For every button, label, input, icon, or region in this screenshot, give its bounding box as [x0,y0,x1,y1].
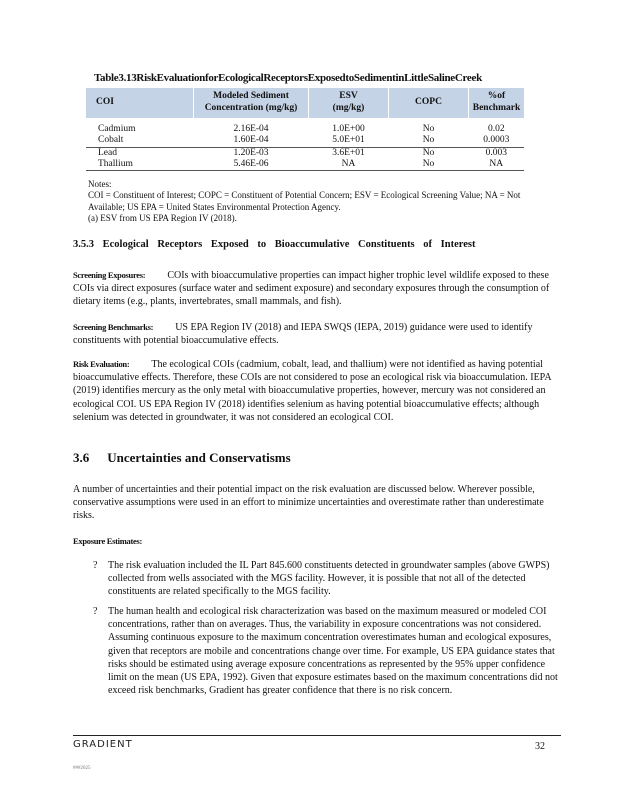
section-36-heading: 3.6 Uncertainties and Conservatisms [73,450,291,465]
page-number: 32 [535,741,545,752]
col-concentration: Modeled Sediment Concentration (mg/kg) [194,88,309,118]
table-row: Lead 1.20E-03 3.6E+01 No 0.003 [86,147,524,159]
table-caption: Table3.13RiskEvaluationforEcologicalReceptorsExposedtoSedimentinLittleSalineCreek [94,72,482,84]
bullet-mark: ? [93,606,98,617]
risk-evaluation-table [86,88,524,171]
table-header-row [86,88,524,118]
col-esv: ESV (mg/kg) [309,88,389,118]
col-percent-benchmark: %of Benchmark [469,88,525,118]
uncertainties-intro-paragraph: A number of uncertainties and their potential impact on the risk evaluation are discussed below. Wherever possible, conservative assumptions were used in an effort to minimize uncertainties and overestimate rather than underestimate risks. [73,484,544,522]
col-copc: COPC [389,88,469,118]
table-row: Cobalt 1.60E-04 5.0E+01 No 0.0003 [98,135,510,146]
section-353-heading: 3.5.3 Ecological Receptors Exposed to Bioaccumulative Constituents of Interest [73,239,476,250]
screening-benchmarks-paragraph: Screening Benchmarks: US EPA Region IV (2018) and IEPA SWQS (IEPA, 2019) guidance were used to identify constituents with potential bioaccumulative effects. [73,322,533,347]
table-row: Thallium 5.46E-06 NA No NA [86,159,524,171]
bullet-mark: ? [93,560,98,571]
list-item: ? The human health and ecological risk characterization was based on the maximum measured or modeled COI concentrations, rather than on averages. Thus, the variability in exposure concentrations was not considered. Assuming continuous exposure to the maximum concentration overestimates human and ecological exposures, given that receptors are mobile and concentrations change over time. For example, US EPA guidance states that risks should be estimated using average exposure concentrations as represented by the 95% upper confidence limit on the mean (US EPA, 1992). Given that exposure estimates based on the maximum concentrations did not exceed risk benchmarks, Gradient has greater confidence that there is no risk concern. [93,606,558,697]
document-code: ###2025 [73,766,91,771]
list-item: ? The risk evaluation included the IL Part 845.600 constituents detected in groundwater samples (above GWPS) collected from wells associated with the MGS facility. However, it is possible that not all of the detected constituents are related specifically to the MGS facility. [93,560,550,598]
table-notes: Notes: COI = Constituent of Interest; COPC = Constituent of Potential Concern; ESV = Ecological Screening Value; NA = Not Available; US EPA = United States Environmental Protection Agency. (a) ESV from US EPA Region IV (2018). [88,179,521,223]
risk-evaluation-paragraph: Risk Evaluation: The ecological COIs (cadmium, cobalt, lead, and thallium) were not identified as having potential bioaccumulative effects. Therefore, these COIs are not considered to pose an ecological risk via bioaccumulation. IEPA (2019) identifies mercury as the only metal with bioaccumulative properties, however, mercury was not considered an ecological COI. US EPA Region IV (2018) identifies selenium as having potential bioaccumulative effects; although selenium was detected in groundwater, it was not considered an ecological COI. [73,359,551,423]
col-coi: COI [86,88,194,118]
footer-divider [73,735,561,736]
screening-exposures-paragraph: Screening Exposures: COIs with bioaccumulative properties can impact higher trophic level wildlife exposed to these COIs via direct exposures (surface water and sediment exposure) and secondary exposures through the consumption of dietary items (e.g., plants, invertebrates, small mammals, and fish). [73,270,550,308]
gradient-logo: GRADIENT [73,739,133,750]
table-row: Cadmium 2.16E-04 1.0E+00 No 0.02 [98,123,505,134]
exposure-estimates-label: Exposure Estimates: [73,536,142,546]
